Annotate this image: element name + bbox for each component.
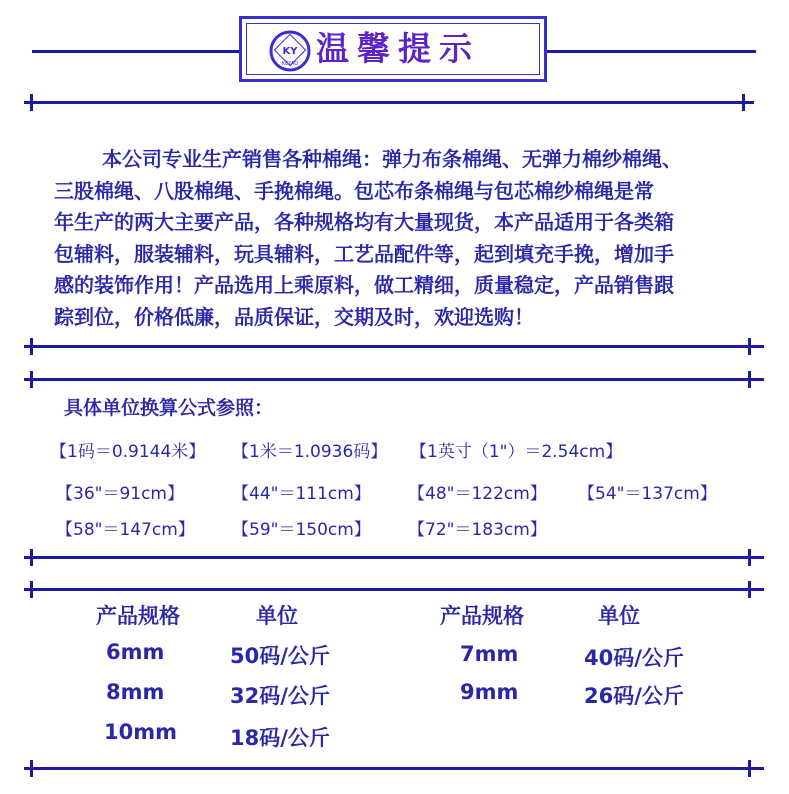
divider-2 (24, 345, 764, 348)
spec-unit: 50码/公斤 (230, 644, 330, 668)
conversion-item: 【1英寸（1"）＝2.54cm】 (410, 442, 623, 462)
divider-4-tick-right (748, 549, 751, 566)
conversion-item: 【36"＝91cm】 (56, 484, 184, 504)
spec-header-right: 产品规格 (440, 604, 524, 628)
divider-1-tick-right (742, 94, 745, 111)
header-line-right (546, 50, 756, 53)
divider-4-tick-left (30, 549, 33, 566)
divider-5-tick-left (30, 581, 33, 598)
spec-size: 9mm (460, 680, 519, 704)
intro-line: 踪到位，价格低廉，品质保证，交期及时，欢迎选购！ (54, 304, 534, 329)
unit-header-right: 单位 (598, 604, 640, 628)
logo-subtext: KEYAO (281, 61, 299, 67)
intro-line: 年生产的两大主要产品，各种规格均有大量现货，本产品适用于各类箱 (54, 210, 674, 234)
page-title: 温馨提示 (316, 29, 480, 68)
conversion-item: 【54"＝137cm】 (578, 484, 717, 504)
divider-2-tick-right (748, 338, 751, 355)
spec-size: 6mm (106, 640, 165, 664)
intro-line: 包辅料，服装辅料，玩具辅料，工艺品配件等，起到填充手挽，增加手 (54, 241, 674, 266)
spec-unit: 18码/公斤 (230, 726, 330, 750)
keyao-logo-icon (268, 29, 312, 73)
conversion-item: 【1码＝0.9144米】 (50, 442, 206, 462)
intro-line: 感的装饰作用！产品选用上乘原料，做工精细，质量稳定，产品销售跟 (54, 273, 674, 297)
divider-3 (24, 378, 764, 381)
intro-line: 三股棉绳、八股棉绳、手挽棉绳。包芯布条棉绳与包芯棉纱棉绳是常 (54, 178, 654, 203)
header-line-left (32, 50, 240, 53)
divider-bottom (24, 767, 764, 770)
spec-unit: 40码/公斤 (584, 646, 684, 670)
spec-unit: 26码/公斤 (584, 684, 684, 708)
divider-3-tick-right (748, 371, 751, 388)
conversion-title: 具体单位换算公式参照： (64, 397, 274, 419)
conversion-item: 【59"＝150cm】 (232, 520, 371, 540)
divider-5 (24, 588, 764, 591)
conversion-item: 【1米＝1.0936码】 (232, 442, 388, 462)
conversion-item: 【48"＝122cm】 (408, 484, 547, 504)
intro-paragraph (54, 144, 774, 333)
spec-size: 7mm (460, 642, 519, 666)
divider-bottom-tick-left (30, 760, 33, 777)
logo-text: KY (282, 46, 298, 57)
divider-1 (24, 101, 754, 104)
conversion-item: 【58"＝147cm】 (56, 520, 195, 540)
spec-unit: 32码/公斤 (230, 684, 330, 708)
spec-size: 8mm (106, 680, 165, 704)
intro-line: 本公司专业生产销售各种棉绳：弹力布条棉绳、无弹力棉纱棉绳、 (102, 147, 682, 171)
divider-5-tick-right (748, 581, 751, 598)
spec-size: 10mm (104, 720, 177, 744)
divider-bottom-tick-right (748, 760, 751, 777)
conversion-item: 【44"＝111cm】 (232, 484, 371, 504)
divider-2-tick-left (30, 338, 33, 355)
divider-4 (24, 556, 764, 559)
conversion-item: 【72"＝183cm】 (408, 520, 547, 540)
divider-1-tick-left (30, 94, 33, 111)
spec-header-left: 产品规格 (96, 604, 180, 628)
divider-3-tick-left (30, 371, 33, 388)
unit-header-left: 单位 (256, 604, 298, 628)
